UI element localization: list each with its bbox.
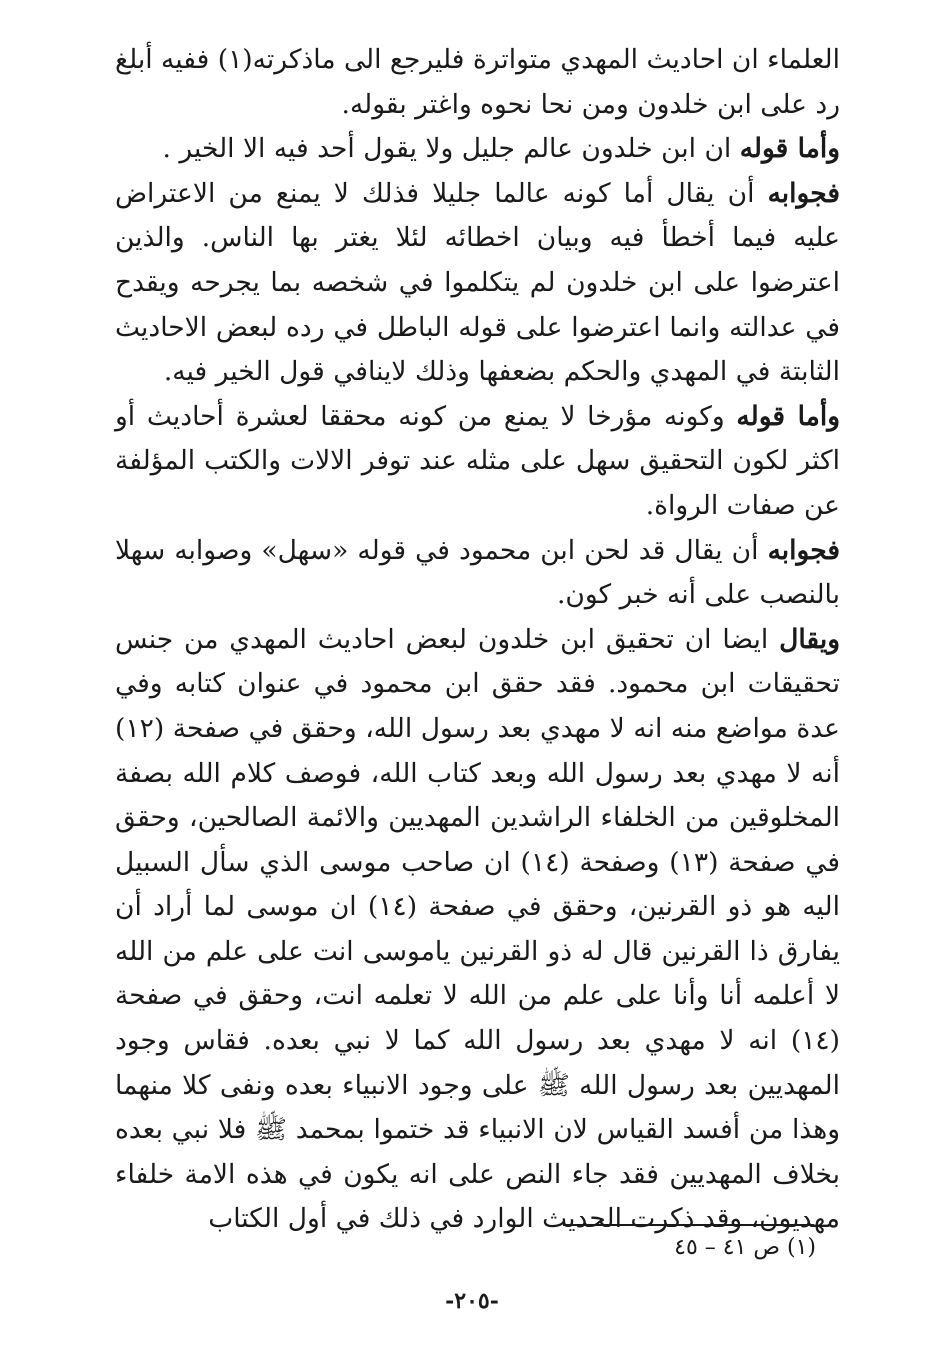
paragraph-additional [115, 618, 840, 1242]
page-body [115, 38, 840, 1242]
footnote-divider [563, 1224, 814, 1226]
paragraph-answer [115, 529, 840, 618]
footnote: (١) ص ٤١ – ٤٥ [674, 1235, 816, 1260]
paragraph-answer [115, 172, 840, 395]
paragraph-lead: وأما قوله [739, 133, 840, 165]
paragraph-text: العلماء ان احاديث المهدي متواترة فليرجع الى ماذكرته(١) ففيه أبلغ رد على ابن خلدون ومن نحا نحوه واغتر بقوله. [114, 44, 840, 120]
paragraph-lead: فجوابه [767, 177, 840, 209]
paragraph-text: أن يقال قد لحن ابن محمود في قوله «سهل» وصوابه سهلا بالنصب على أنه خبر كون. [115, 534, 840, 611]
paragraph-lead: وأما قوله [736, 400, 840, 432]
paragraph-claim [115, 127, 840, 172]
paragraph-continuation [115, 38, 840, 127]
paragraph-lead: فجوابه [767, 534, 840, 566]
paragraph-text: أن يقال أما كونه عالما جليلا فذلك لا يمنع من الاعتراض عليه فيما أخطأ فيه وبيان اخطائه لئلا يغتر بها الناس. والذين اعترضوا على ابن خلدون لم يتكلموا في شخصه بما يجرحه ويقدح في عدالته وانما اعترضوا على قوله الباطل في رده لبعض الاحاديث الثابتة في المهدي والحكم بضعفها وذلك لاينافي قول الخير فيه. [115, 177, 840, 388]
paragraph-text: ايضا ان تحقيق ابن خلدون لبعض احاديث المهدي من جنس تحقيقات ابن محمود. فقد حقق ابن محمود في عنوان كتابه وفي عدة مواضع منه انه لا مهدي بعد رسول الله، وحقق في صفحة (١٢) أنه لا مهدي بعد رسول الله وبعد كتاب الله، فوصف كلام الله بصفة المخلوقين من الخلفاء الراشدين المهديين والائمة الصالحين، وحقق في صفحة (١٣) وصفحة (١٤) ان صاحب موسى الذي سأل السبيل اليه هو ذو القرنين، وحقق في صفحة (١٤) ان موسى لما أراد أن يفارق ذا القرنين قال له ذو القرنين ياموسى انت على علم من الله لا أعلمه أنا وأنا على علم من الله لا تعلمه انت، وحقق في صفحة (١٤) انه لا مهدي بعد رسول الله كما لا نبي بعده. فقاس وجود المهديين بعد رسول الله ﷺ على وجود الانبياء بعده ونفى كلا منهما وهذا من أفسد القياس لان الانبياء قد ختموا بمحمد ﷺ فلا نبي بعده بخلاف المهديين فقد جاء النص على انه يكون في هذه الامة خلفاء مهديون، وقد ذكرت الحديث الوارد في ذلك في أول الكتاب [115, 623, 840, 1235]
page-number: -٢٠٥- [445, 1288, 499, 1314]
paragraph-text: ان ابن خلدون عالم جليل ولا يقول أحد فيه الا الخير . [162, 133, 740, 165]
paragraph-claim [115, 395, 840, 529]
paragraph-text: وكونه مؤرخا لا يمنع من كونه محققا لعشرة أحاديث أو اكثر لكون التحقيق سهل على مثله عند توفر الالات والكتب المؤلفة عن صفات الرواة. [115, 400, 840, 521]
paragraph-lead: ويقال [779, 623, 840, 655]
